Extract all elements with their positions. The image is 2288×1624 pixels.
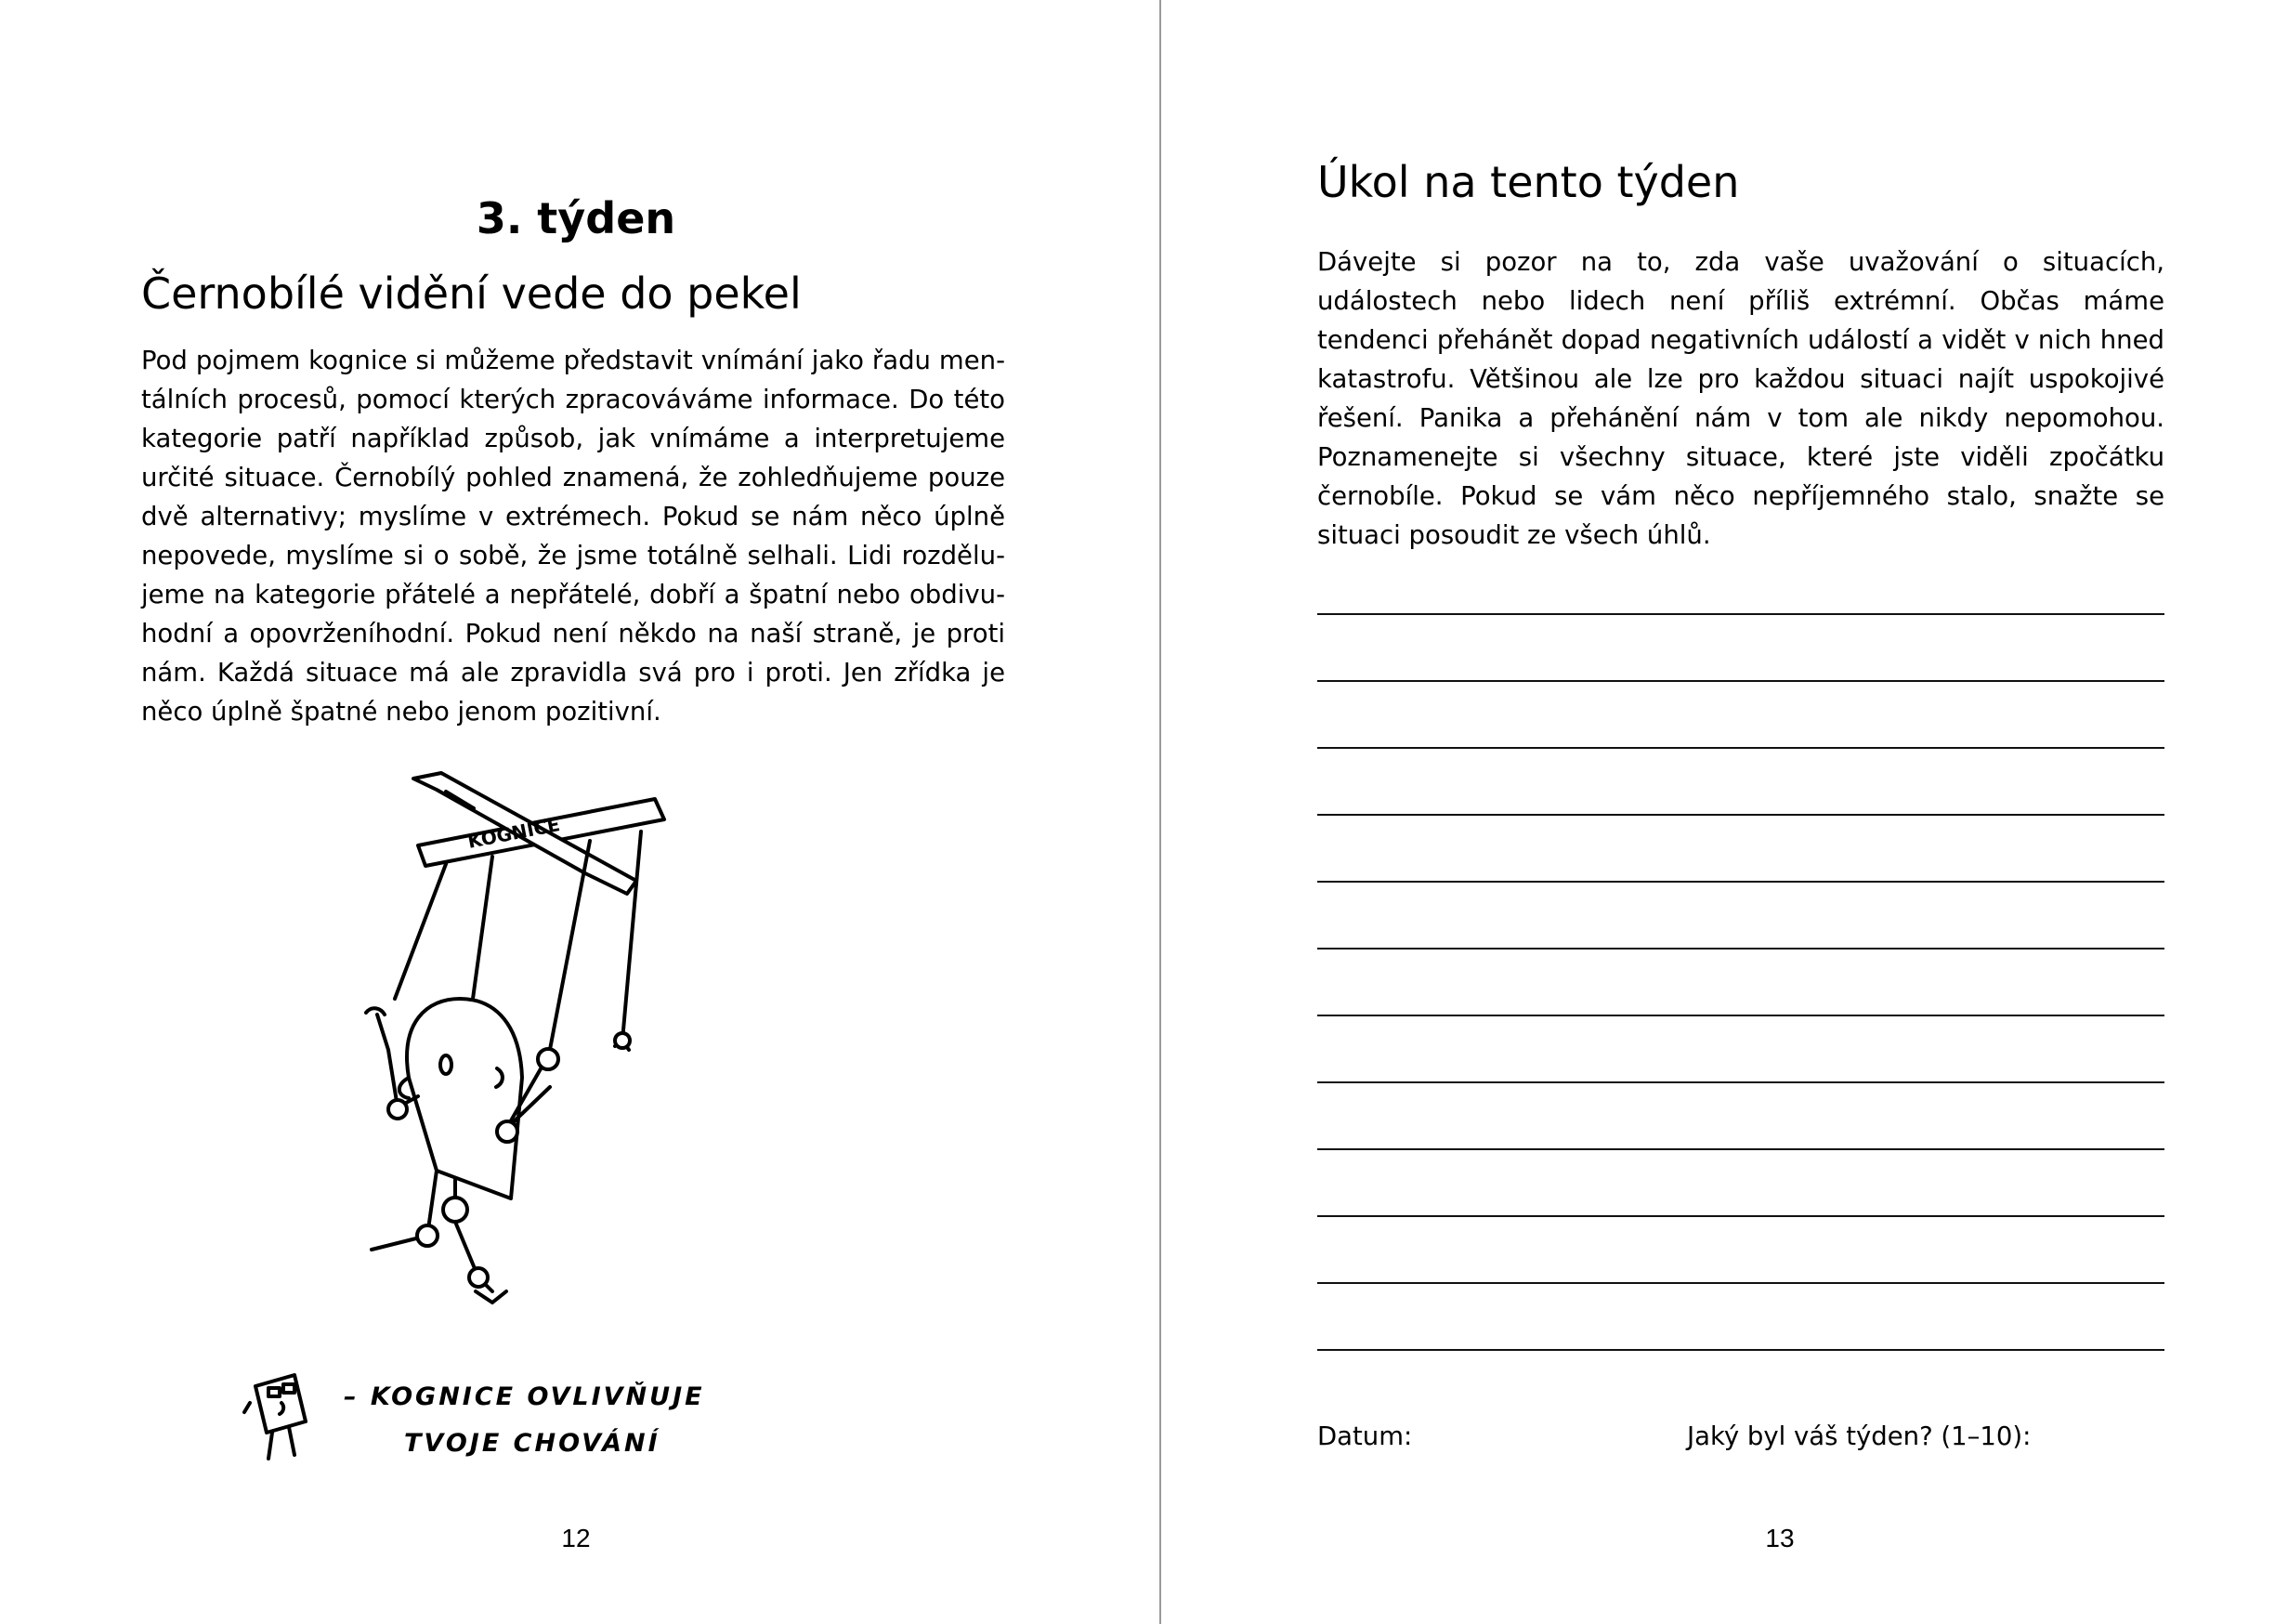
caption-drawing: [237, 1347, 739, 1468]
page-number: 12: [561, 1524, 591, 1552]
writing-line[interactable]: [1317, 814, 2164, 816]
writing-line[interactable]: [1317, 1081, 2164, 1083]
week-heading: 3. týden: [476, 193, 676, 243]
caption-line2: TVOJE CHOVÁNÍ: [404, 1429, 660, 1458]
marionette-drawing-icon: [307, 771, 697, 1310]
cross-label: KOGNICE: [465, 813, 562, 853]
caption-line1: – KOGNICE OVLIVŇUJE: [344, 1382, 705, 1411]
week-rating-label: Jaký byl váš týden? (1–10):: [1687, 1421, 2032, 1451]
writing-line[interactable]: [1317, 1215, 2164, 1217]
date-label: Datum:: [1317, 1421, 1413, 1451]
writing-line[interactable]: [1317, 680, 2164, 682]
writing-line[interactable]: [1317, 747, 2164, 749]
writing-lines: [1317, 557, 2164, 1375]
writing-line[interactable]: [1317, 881, 2164, 883]
task-body-text: Dávejte si pozor na to, zda vaše uvažování o situacích, událostech nebo lidech není příliš extrémní. Občas máme tendenci přehánět dopad negativních událostí a vidět v nich hned katastrofu. Většinou ale lze pro každou situaci najít uspokojivé řešení. Panika a přehánění nám v tom ale nikdy nepomohou. Poznamenejte si všechny situace, které jste viděli zpočátku černobíle. Pokud se vám něco nepříjemného stalo, snažte se situaci posoudit ze všech úhlů.: [1317, 247, 2164, 550]
writing-line[interactable]: [1317, 948, 2164, 950]
writing-line[interactable]: [1317, 1148, 2164, 1150]
writing-line[interactable]: [1317, 613, 2164, 615]
page-number: 13: [1765, 1524, 1795, 1552]
chapter-title: Černobílé vidění vede do pekel: [141, 268, 802, 319]
small-character-icon: [244, 1375, 306, 1459]
writing-line[interactable]: [1317, 1349, 2164, 1351]
chapter-body-text: Pod pojmem kognice si můžeme představit vnímání jako řadu mentálních procesů, pomocí kterých zpracováváme informace. Do této kategorie patří například způsob, jak vnímáme a interpretujeme určité situace. Černobílý pohled znamená, že zohledňujeme pouze dvě alternativy; myslíme v extrémech. Pokud se nám něco úplně nepovede, myslíme si o sobě, že jsme totálně selhali. Lidi rozdělujeme na kategorie přátelé a nepřátelé, dobří a špatní nebo obdivuhodní a opovrženíhodní. Pokud není někdo na naší straně, je proti nám. Každá situace má ale zpravidla svá pro i proti. Jen zřídka je něco úplně špatné nebo jenom pozitivní.: [141, 346, 1005, 727]
writing-line[interactable]: [1317, 1015, 2164, 1016]
writing-line[interactable]: [1317, 1282, 2164, 1284]
task-title: Úkol na tento týden: [1317, 157, 1740, 207]
